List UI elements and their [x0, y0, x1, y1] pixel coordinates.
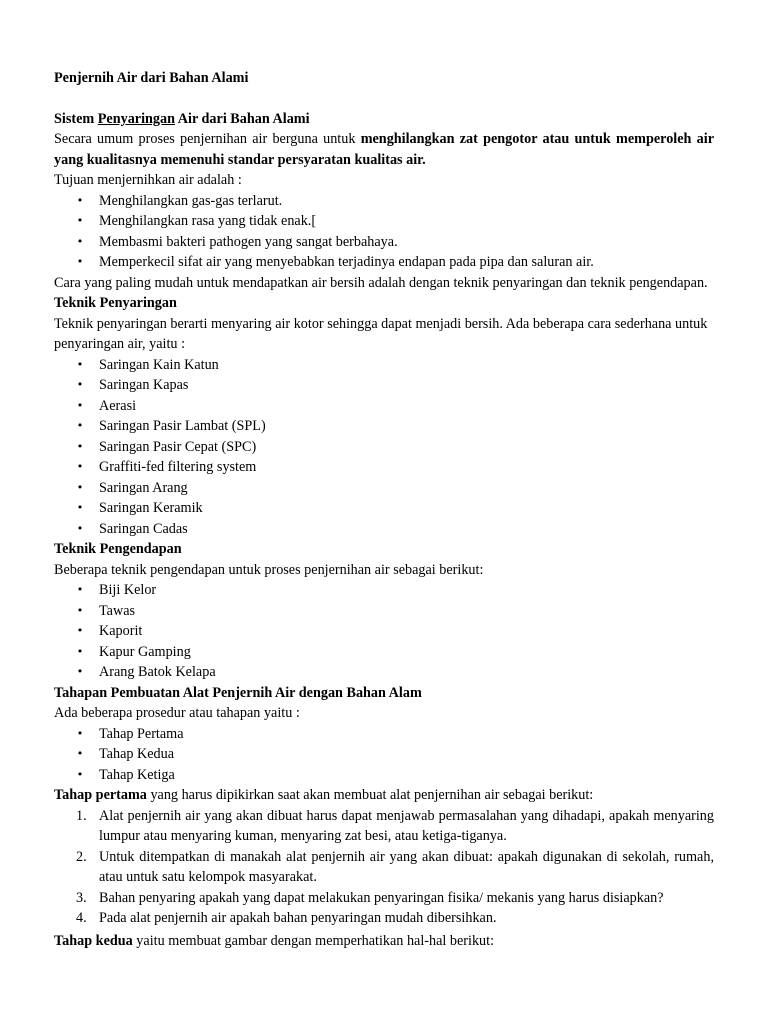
penyaringan-item-text: Saringan Pasir Cepat (SPC)	[99, 438, 257, 455]
tahap-kedua-label: Tahap kedua	[54, 932, 133, 949]
tahap-pertama-label: Tahap pertama	[54, 787, 147, 803]
penyaringan-item-text: Saringan Kapas	[99, 377, 189, 393]
tahap-pertama-item	[54, 888, 714, 909]
bullet-icon: •	[76, 583, 84, 596]
document-page	[54, 68, 714, 951]
tujuan-item	[54, 211, 714, 232]
cara-paragraph: Cara yang paling mudah untuk mendapatkan air bersih adalah dengan teknik penyaringan dan teknik pengendapan.	[54, 274, 708, 291]
bullet-icon: •	[76, 501, 84, 514]
pengendapan-item-text: Kaporit	[99, 623, 143, 639]
section-title-underlined: Penyaringan	[97, 110, 175, 127]
section-title-pre: Sistem	[54, 110, 98, 127]
tahap-pertama-paragraph	[54, 785, 714, 806]
list-number: 4.	[76, 910, 87, 926]
tujuan-item-text: Membasmi bakteri pathogen yang sangat berbahaya.	[99, 233, 398, 250]
bullet-icon: •	[76, 521, 84, 535]
tahap-kedua-text: yaitu membuat gambar dengan memperhatikan hal-hal berikut:	[132, 932, 495, 949]
penyaringan-item	[54, 416, 714, 437]
penyaringan-item	[54, 355, 714, 376]
list-number: 3.	[76, 889, 87, 906]
tujuan-item	[54, 232, 714, 253]
penyaringan-item-text: Saringan Keramik	[99, 500, 203, 516]
pengendapan-list	[54, 580, 714, 683]
penyaringan-item-text: Saringan Arang	[99, 479, 188, 496]
bullet-icon: •	[76, 193, 84, 207]
bullet-icon: •	[76, 480, 84, 494]
tahap-pertama-item	[54, 847, 714, 888]
bullet-icon: •	[76, 460, 84, 473]
tahapan-item	[54, 744, 714, 765]
bullet-icon: •	[76, 378, 84, 391]
penyaringan-item	[54, 498, 714, 519]
tahapan-item-text: Tahap Ketiga	[99, 766, 175, 783]
tahap-pertama-list	[54, 806, 714, 929]
tahap-pertama-item-text: Untuk ditempatkan di manakah alat penjernih air yang akan dibuat: apakah digunakan di sekolah, rumah, atau untuk satu kelompok masyarakat.	[99, 848, 714, 885]
tujuan-text: Tujuan menjernihkan air adalah :	[54, 172, 242, 188]
pengendapan-item	[54, 642, 714, 663]
list-number: 2.	[76, 848, 87, 865]
tahapan-list	[54, 724, 714, 786]
tahapan-item-text: Tahap Pertama	[99, 725, 184, 742]
penyaringan-item	[54, 375, 714, 396]
penyaringan-list	[54, 355, 714, 540]
tahapan-item-text: Tahap Kedua	[99, 746, 175, 762]
bullet-icon: •	[76, 214, 84, 227]
tujuan-item	[54, 252, 714, 273]
penyaringan-item-text: Saringan Kain Katun	[99, 356, 219, 373]
intro-text: Secara umum proses penjernihan air berguna untuk	[54, 131, 361, 147]
pengendapan-item	[54, 580, 714, 601]
tahapan-item	[54, 724, 714, 745]
tahap-pertama-item-text: Pada alat penjernih air apakah bahan penyaringan mudah dibersihkan.	[99, 910, 497, 926]
bullet-icon: •	[76, 747, 84, 760]
heading-teknik-penyaringan: Teknik Penyaringan	[54, 295, 177, 311]
tahapan-description: Ada beberapa prosedur atau tahapan yaitu :	[54, 705, 300, 721]
bullet-icon: •	[76, 726, 84, 740]
bullet-icon: •	[76, 439, 84, 453]
penyaringan-item-text: Saringan Pasir Lambat (SPL)	[99, 418, 266, 434]
tahap-pertama-item	[54, 908, 714, 929]
tujuan-item-text: Memperkecil sifat air yang menyebabkan terjadinya endapan pada pipa dan saluran air.	[99, 254, 594, 270]
penyaringan-item	[54, 457, 714, 478]
pengendapan-item-text: Tawas	[99, 602, 136, 619]
pengendapan-item	[54, 662, 714, 683]
bullet-icon: •	[76, 624, 84, 637]
document-title: Penjernih Air dari Bahan Alami	[54, 70, 249, 86]
tujuan-item-text: Menghilangkan rasa yang tidak enak.[	[99, 213, 317, 229]
bullet-icon: •	[76, 644, 84, 658]
pengendapan-item-text: Biji Kelor	[99, 582, 157, 598]
pengendapan-item	[54, 621, 714, 642]
section-title-sistem	[54, 109, 714, 130]
pengendapan-item-text: Kapur Gamping	[99, 643, 191, 660]
penyaringan-item-text: Aerasi	[99, 397, 137, 414]
penyaringan-description: Teknik penyaringan berarti menyaring air kotor sehingga dapat menjadi bersih. Ada beberapa cara sederhana untuk penyaringan air, yaitu :	[54, 315, 708, 352]
bullet-icon: •	[76, 255, 84, 268]
spacer	[54, 89, 714, 109]
tahapan-item	[54, 765, 714, 786]
bullet-icon: •	[76, 665, 84, 678]
tahap-pertama-item-text: Bahan penyaring apakah yang dapat melakukan penyaringan fisika/ mekanis yang harus disiapkan?	[99, 889, 664, 906]
tahap-kedua-paragraph	[54, 931, 714, 952]
bullet-icon: •	[76, 603, 84, 617]
section-title-post: Air dari Bahan Alami	[175, 110, 310, 127]
tahap-pertama-item	[54, 806, 714, 847]
bullet-icon: •	[76, 357, 84, 371]
bullet-icon: •	[76, 419, 84, 432]
list-number: 1.	[76, 807, 87, 824]
pengendapan-description: Beberapa teknik pengendapan untuk proses penjernihan air sebagai berikut:	[54, 561, 484, 578]
penyaringan-item	[54, 437, 714, 458]
pengendapan-item-text: Arang Batok Kelapa	[99, 664, 216, 680]
heading-tahapan: Tahapan Pembuatan Alat Penjernih Air dengan Bahan Alam	[54, 684, 422, 701]
bullet-icon: •	[76, 234, 84, 248]
tahap-pertama-text: yang harus dipikirkan saat akan membuat alat penjernihan air sebagai berikut:	[146, 787, 594, 803]
intro-bold-text: menghilangkan zat pengotor atau untuk memperoleh air yang kualitasnya memenuhi standar persyaratan kualitas air.	[54, 131, 715, 168]
heading-teknik-pengendapan: Teknik Pengendapan	[54, 541, 182, 557]
tujuan-item	[54, 191, 714, 212]
tujuan-list	[54, 191, 714, 273]
bullet-icon: •	[76, 767, 84, 781]
penyaringan-item	[54, 519, 714, 540]
penyaringan-item	[54, 478, 714, 499]
bullet-icon: •	[76, 398, 84, 412]
tujuan-item-text: Menghilangkan gas-gas terlarut.	[99, 192, 283, 209]
tahap-pertama-item-text: Alat penjernih air yang akan dibuat harus dapat menjawab permasalahan yang dihadapi, apakah menyaring lumpur atau menyaring kuman, menyaring zat besi, atau ketiga-tiganya.	[99, 807, 714, 844]
penyaringan-item-text: Graffiti-fed filtering system	[99, 459, 257, 475]
penyaringan-item-text: Saringan Cadas	[99, 520, 188, 537]
penyaringan-item	[54, 396, 714, 417]
pengendapan-item	[54, 601, 714, 622]
intro-paragraph	[54, 129, 714, 170]
